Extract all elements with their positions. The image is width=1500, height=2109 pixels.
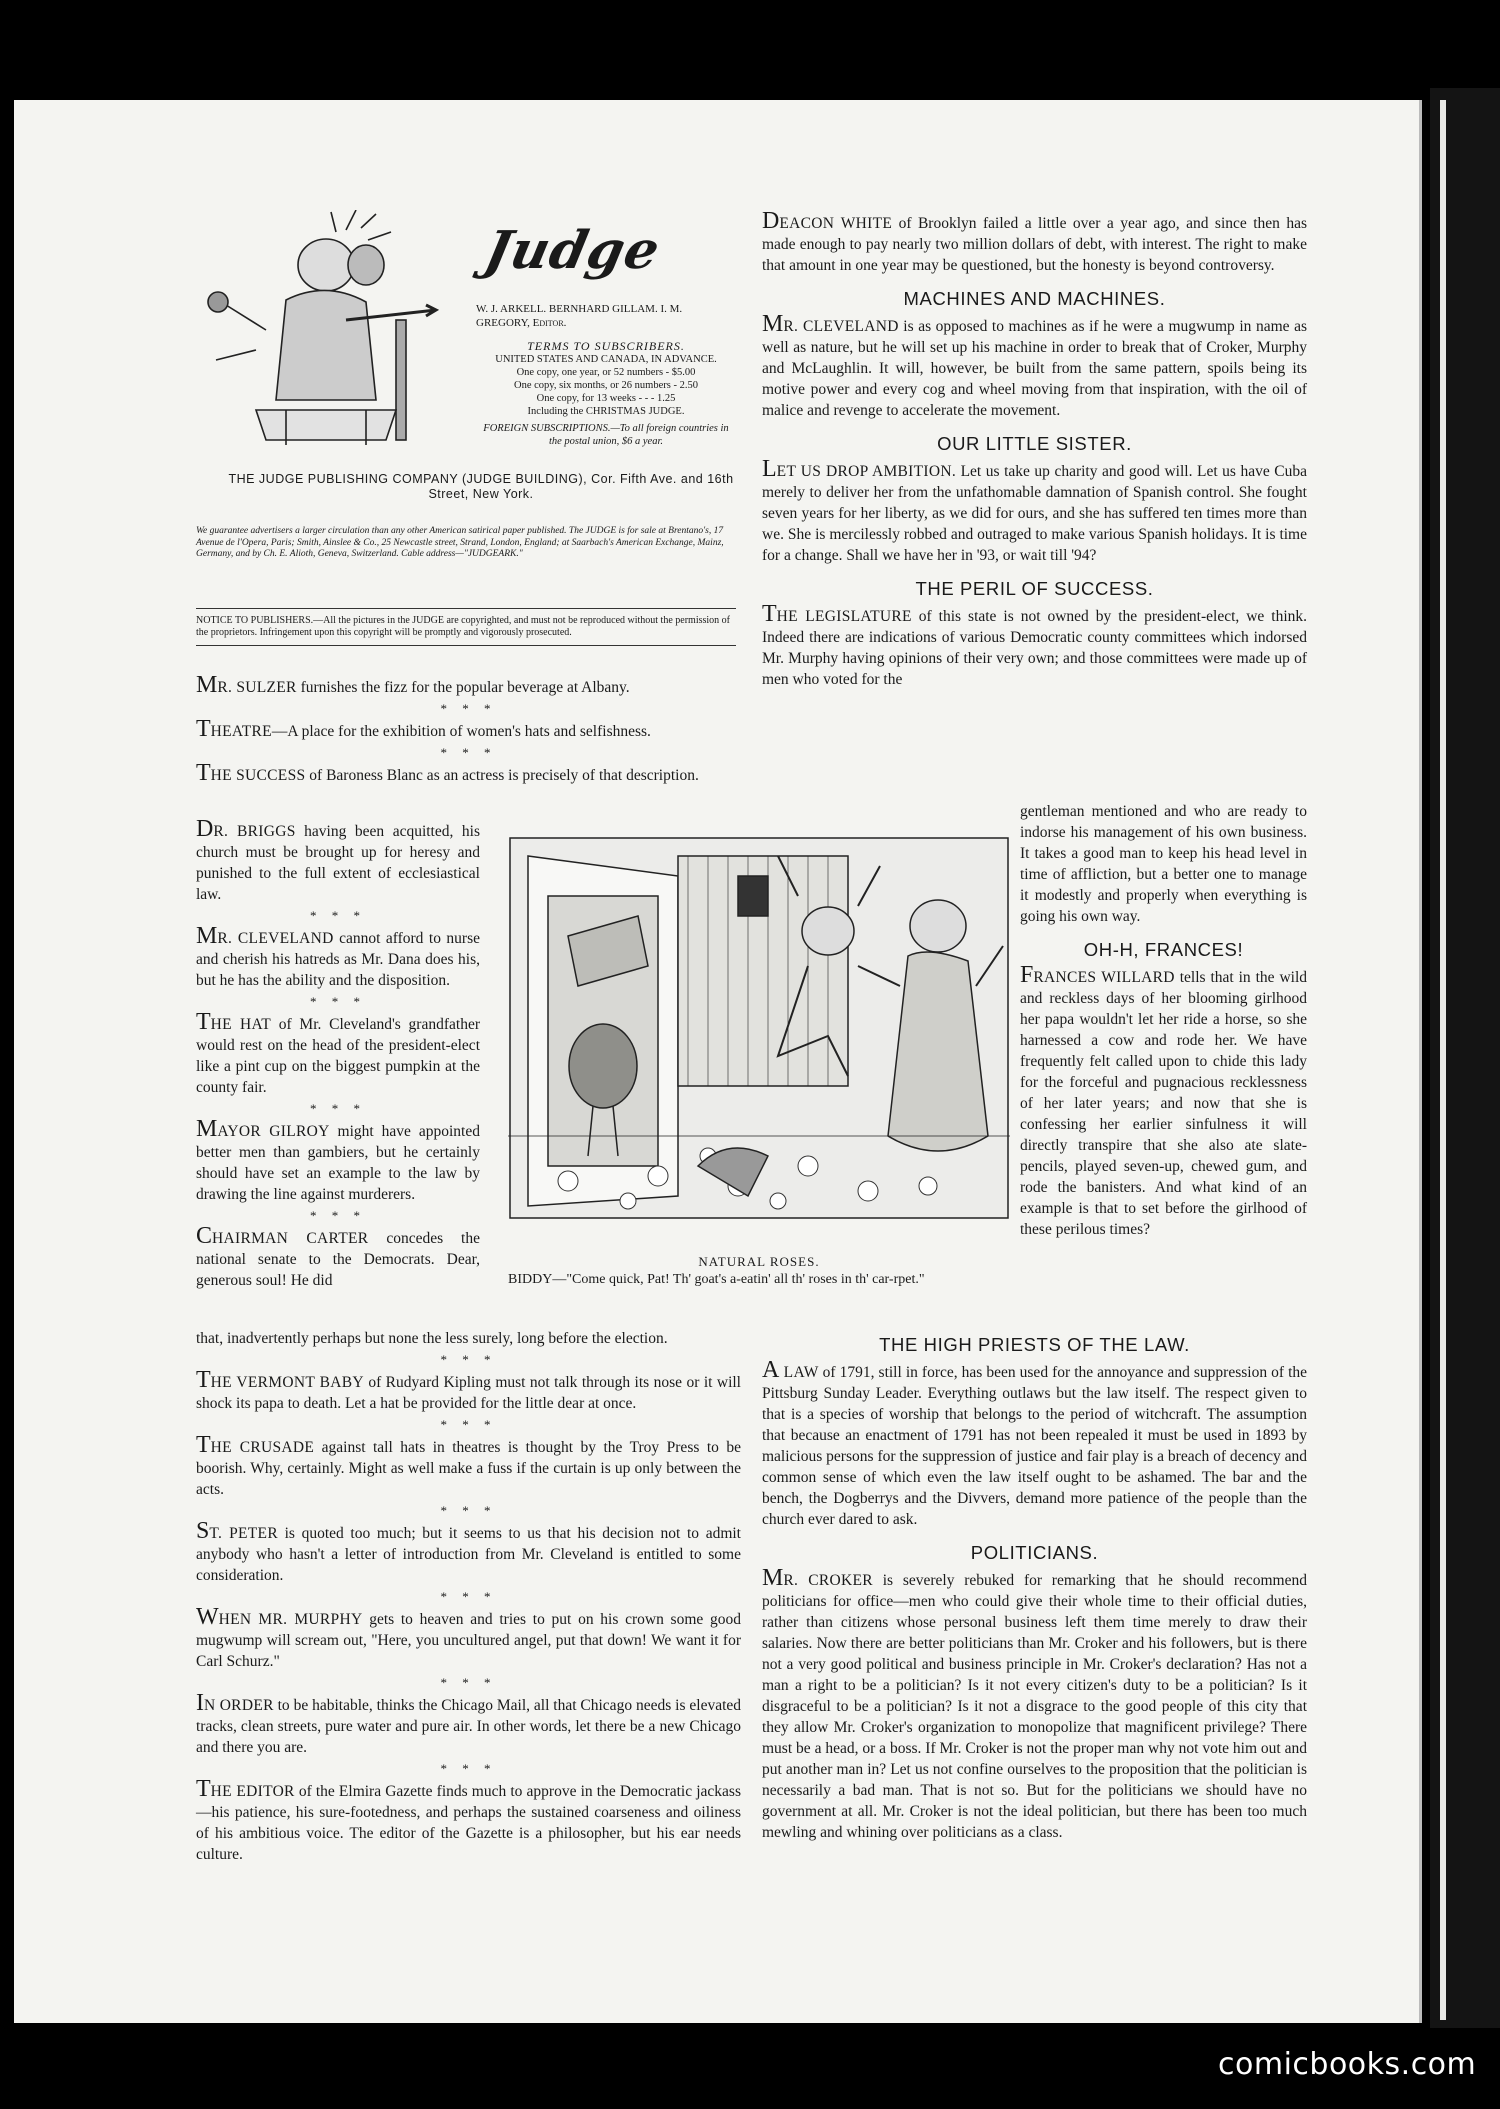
paragraph: THE VERMONT BABY of Rudyard Kipling must not talk through its nose or it will shock its papa to death. Let a hat be provided for the little dear at once. [196,1367,741,1412]
section-heading: THE HIGH PRIESTS OF THE LAW. [879,1334,1190,1355]
next-page-edge [1440,100,1446,2020]
paragraph: CHAIRMAN CARTER concedes the national senate to the Democrats. Dear, generous soul! He did [196,1223,480,1289]
terms-line: One copy, six months, or 26 numbers - 2.50 [514,380,698,391]
separator-stars: * * * [440,1675,497,1690]
paragraph: THE SUCCESS of Baroness Blanc as an actress is precisely of that description. [196,760,699,786]
left-lower-column [196,1327,741,1865]
terms-title: TERMS TO SUBSCRIBERS. [527,339,685,353]
paragraph: MR. CLEVELAND cannot afford to nurse and cherish his hatreds as Mr. Dana does his, but he has the ability and the disposition. [196,923,480,989]
paragraph: THE LEGISLATURE of this state is not owned by the president-elect, we think. Indeed there are indications of various Democratic county committees which indorsed Mr. Murphy having opinions of their very own; and those committees were made up of men who voted for the [762,601,1307,688]
judge-logo: Judge [479,220,666,281]
left-top-column [196,672,741,786]
subscription-terms [476,340,736,448]
terms-line: UNITED STATES AND CANADA, IN ADVANCE. [495,354,717,365]
right-lower-column [762,1322,1307,1843]
section-heading: THE PERIL OF SUCCESS. [915,578,1154,599]
separator-stars: * * * [310,1101,366,1116]
right-top-column [762,208,1308,690]
section-heading: POLITICIANS. [970,1542,1099,1563]
terms-line: One copy, one year, or 52 numbers - $5.00 [516,367,696,378]
separator-stars: * * * [440,1503,497,1518]
paragraph: that, inadvertently perhaps but none the less surely, long before the election. [196,1330,668,1347]
publisher-address: THE JUDGE PUBLISHING COMPANY (JUDGE BUILDING), Cor. Fifth Ave. and 16th Street, New York. [228,472,734,501]
paragraph: DEACON WHITE of Brooklyn failed a little over a year ago, and since then has made enough to pay nearly two million dollars of debt, with interest. The right to make that amount in one year may be questioned, but the honesty is beyond controversy. [762,208,1308,274]
paragraph: THE HAT of Mr. Cleveland's grandfather would rest on the head of the president-elect like a pint cup on the biggest pumpkin at the county fair. [196,1009,480,1096]
masthead-judge-illustration [196,210,446,450]
paragraph: MAYOR GILROY might have appointed better men than gambiers, but he certainly should have set an example to the law by drawing the line against murderers. [196,1116,480,1203]
terms-line: Including the CHRISTMAS JUDGE. [527,406,685,417]
terms-line: FOREIGN SUBSCRIPTIONS.—To all foreign countries in the postal union, $6 a year. [483,423,729,447]
terms-line: One copy, for 13 weeks - - - 1.25 [536,393,676,404]
separator-stars: * * * [310,908,366,923]
paragraph: gentleman mentioned and who are ready to indorse his management of his own business. It takes a good man to keep his head level in time of affliction, but a better one to manage it modestly and properly when everything is going his own way. [1020,803,1307,925]
paragraph: THEATRE—A place for the exhibition of women's hats and selfishness. [196,716,651,742]
paragraph: MR. SULZER furnishes the fizz for the popular beverage at Albany. [196,672,630,698]
natural-roses-illustration [508,836,1010,1220]
paragraph: MR. CROKER is severely rebuked for remarking that he should recommend politicians for office—men who could give their whole time to their official duties, rather than citizens whose personal business left them time merely to draw their salaries. Now there are better politicians than Mr. Croker and his followers, but is there not a very good political and business principle in Mr. Croker's declaration? Has not a man a right to be a politician? Is it not every citizen's duty to be a politician? Is it disgraceful to be a politician? Is it not a disgrace to the good people of this city that they allow Mr. Croker's organization to monopolize that magnificent privilege? There must be a head, or a boss. If Mr. Croker is not the proper man why not vote him out and put another man in? Let us not confine ourselves to the proposition that the politician is necessarily a bad man. That is not so. But for the politicians we should have no government at all. Mr. Croker is not the ideal politician, but there has been too much mewling and whining over politicians as a class. [762,1565,1307,1841]
paragraph: WHEN MR. MURPHY gets to heaven and tries to put on his crown some good mugwump will scream out, "Here, you uncultured angel, put that down! We want it for Carl Schurz." [196,1604,741,1670]
separator-stars: * * * [310,994,366,1009]
paragraph: THE EDITOR of the Elmira Gazette finds much to approve in the Democratic jackass—his patience, his sure-footedness, and perhaps the sustained coarseness and oiliness of his ambitious voice. The editor of the Gazette is a philosopher, but his ear needs culture. [196,1776,741,1863]
separator-stars: * * * [440,1589,497,1604]
right-narrow-column [1020,800,1307,1240]
section-heading: OUR LITTLE SISTER. [937,433,1132,454]
section-heading: MACHINES AND MACHINES. [903,288,1166,309]
separator-stars: * * * [440,1417,497,1432]
advertiser-guarantee: We guarantee advertisers a larger circulation than any other American satirical paper published. The JUDGE is for sale at Brentano's, 17 Avenue de l'Opera, Paris; Smith, Ainslee & Co., 25 Newcastle street, Strand, London, England; at Saarbach's American Exchange, Mainz, Germany, and by Ch. E. Alioth, Geneva, Switzerland. Cable address—"JUDGEARK." [196,526,724,559]
section-heading: OH-H, FRANCES! [1083,939,1244,960]
separator-stars: * * * [310,1208,366,1223]
paragraph: LET US DROP AMBITION. Let us take up charity and good will. Let us have Cuba merely to deliver her from the unfathomable damnation of Spanish control. She fought seven years for her liberty, as we did for ours, and she has suffered ten times more than we. She is mercilessly robbed and outraged to make various Spanish holidays. It is time for a change. Shall we have her in '93, or wait till '94? [762,456,1307,564]
staff-names: W. J. ARKELL. BERNHARD GILLAM. I. M. GREGORY, Editor. [476,303,683,329]
paragraph: A LAW of 1791, still in force, has been used for the annoyance and suppression of the Pittsburg Sunday Leader. Everything outlaws but the law itself. The respect given to that is a species of worship that belongs to the period of witchcraft. The assumption that because an enactment of 1791 has not been repealed it must be used in 1893 by malicious persons for the suppression of justice and fair play is a breach of decency and common sense of which even the law itself ought to be ashamed. The bar and the bench, the Dogberrys and the Divvers, demand more patience of the people than the church ever dared to ask. [762,1357,1308,1528]
site-watermark: comicbooks.com [1218,2047,1477,2082]
paragraph: DR. BRIGGS having been acquitted, his church must be brought up for heresy and punished to the full extent of ecclesiastical law. [196,816,480,903]
separator-stars: * * * [440,1352,497,1367]
paragraph: FRANCES WILLARD tells that in the wild and reckless days of her blooming girlhood her papa wouldn't let her ride a horse, so she harnessed a cow and rode her. We have frequently felt called upon to chide this lady for the forceful and pugnacious recklessness of her later years; and now that she is confessing her earlier sinfulness it will directly transpire that she also ate slate-pencils, played seven-up, chewed gum, and rode the banisters. And what kind of an example is that to set before the girlhood of these perilous times? [1020,962,1308,1238]
illustration-title: NATURAL ROSES. [698,1254,820,1269]
masthead [196,210,736,670]
separator-stars: * * * [440,745,497,760]
illustration-caption: BIDDY—"Come quick, Pat! Th' goat's a-eatin' all th' roses in th' car-rpet." [508,1272,925,1287]
separator-stars: * * * [440,1761,497,1776]
paragraph: ST. PETER is quoted too much; but it seems to us that his decision not to admit anybody who hasn't a letter of introduction from Mr. Cleveland is entitled to some consideration. [196,1518,741,1584]
left-narrow-column [196,816,480,1291]
paragraph: MR. CLEVELAND is as opposed to machines as if he were a mugwump in name as well as nature, but he will set up his machine in order to break that of Croker, Murphy and McLaughlin. It will, however, be built from the same pattern, spoils being its motive power and every cog and wheel moving from that inspiration, with the oil of malice and revenge to accelerate the movement. [762,311,1307,419]
notice-to-publishers: NOTICE TO PUBLISHERS.—All the pictures in the JUDGE are copyrighted, and must not be reproduced without the permission of the proprietors. Infringement upon this copyright will be promptly and vigorously prosecuted. [196,608,736,646]
paragraph: THE CRUSADE against tall hats in theatres is thought by the Troy Press to be boorish. Why, certainly. Might as well make a fuss if the curtain is up only between the acts. [196,1432,741,1498]
separator-stars: * * * [440,701,497,716]
paragraph: IN ORDER to be habitable, thinks the Chicago Mail, all that Chicago needs is elevated tracks, clean streets, pure water and pure air. In other words, let there be a new Chicago and there you are. [196,1690,742,1756]
